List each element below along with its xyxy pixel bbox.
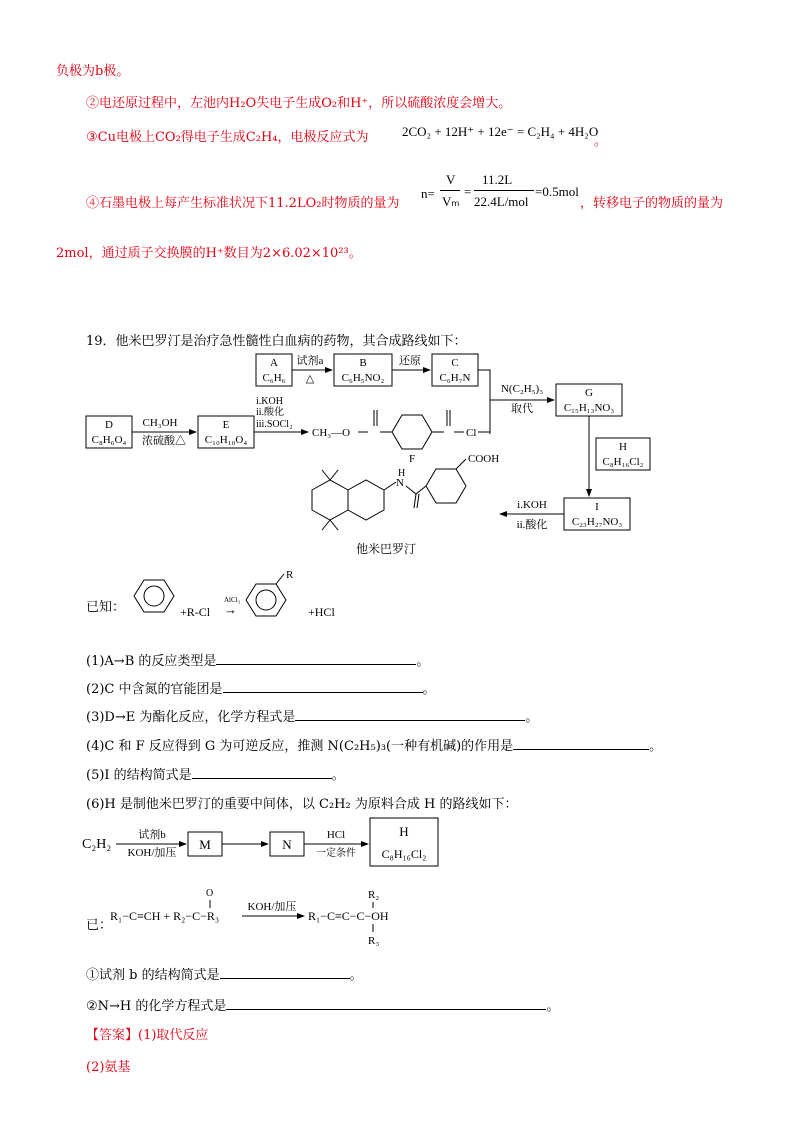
benzene-reactant (134, 580, 174, 612)
benzene-circle (144, 586, 164, 606)
sub-question-1 (86, 964, 363, 983)
sub-question-2 (86, 995, 559, 1014)
D-label: D (105, 419, 113, 431)
route-start: C₂H₂ (82, 837, 112, 852)
reagent-a: 试剂a (296, 355, 324, 367)
answer-blank-1[interactable] (216, 652, 416, 665)
I-label: I (595, 501, 599, 513)
product-name: 他米巴罗汀 (356, 542, 417, 556)
known2-right: R₁−C≡C−C−OH (308, 909, 389, 923)
methyl-1 (322, 470, 330, 480)
question-4-end: 。 (649, 739, 663, 754)
benzene-ring-F (392, 415, 432, 449)
n-symbol: n= (421, 186, 435, 201)
cl-atom: Cl (466, 427, 477, 439)
rcl-reagent: +R-Cl (180, 605, 211, 619)
answer-block (86, 1024, 208, 1043)
frac-den: 22.4L/mol (474, 194, 529, 209)
question-3-end: 。 (525, 710, 539, 725)
question-4 (86, 735, 662, 754)
answer-1: (1)取代反应 (138, 1028, 209, 1043)
answer-line-0: 负极为b极。 (56, 64, 130, 79)
question-1-end: 。 (416, 654, 430, 669)
methyl-3 (322, 520, 330, 530)
answer-line-3: ④石墨电极上每产生标准状况下11.2LO₂时物质的量为 (86, 196, 400, 211)
benzene-product-circle (256, 590, 276, 610)
bond-nh (384, 482, 396, 490)
F-label: F (409, 453, 416, 465)
B-label: B (359, 357, 367, 369)
line-C-join (478, 370, 490, 400)
bond-ring2 (416, 486, 426, 494)
base-label: N(C₂H₅)₃ (500, 383, 544, 395)
answer-line-3-tail: ，转移电子的物质的量为 (580, 196, 724, 211)
nh-h: H (398, 468, 406, 479)
frac-V: V (446, 172, 456, 187)
frac-line-2 (474, 190, 534, 191)
question-5-end: 。 (331, 768, 345, 783)
question-stem: 19．他米巴罗汀是治疗急性髓性白血病的药物，其合成路线如下： (86, 334, 467, 349)
amide-co-b (417, 494, 419, 508)
i-step-1: i.KOH (517, 499, 547, 511)
H-label: H (619, 441, 627, 453)
answer-line-2 (86, 126, 369, 145)
G-label: G (585, 387, 593, 399)
benzene-product (246, 584, 286, 616)
G-formula: C₁₅H₁₃NO₃ (563, 402, 615, 414)
answer-blank-5[interactable] (192, 766, 332, 779)
answer-line-2-end: 。 (594, 134, 608, 149)
route-scheme (82, 814, 462, 870)
answer-line-4: 2mol，通过质子交换膜的H⁺数目为2×6.02×10²³。 (56, 246, 362, 261)
D-formula: C₈H₆O₄ (91, 434, 127, 446)
B-formula: C₆H₅NO₂ (341, 372, 385, 384)
synthesis-scheme (80, 348, 680, 568)
question-4-text: (4)C 和 F 反应得到 G 为可逆反应，推测 N(C₂H₅)₃(一种有机碱)的作用是 (86, 739, 514, 754)
e-step-1: i.KOH (256, 396, 283, 407)
answer-tag: 【答案】 (86, 1028, 139, 1043)
C-formula: C₆H₇N (439, 372, 471, 384)
answer-2: (2)氨基 (86, 1060, 131, 1075)
heat-symbol: △ (305, 373, 315, 385)
E-formula: C₁₀H₁₀O₄ (204, 434, 248, 446)
route-H-label: H (399, 824, 409, 839)
known-label-1: 已知： (86, 600, 126, 615)
r-bond (276, 574, 284, 584)
answer-line-2-text: ③Cu电极上CO₂得电子生成C₂H₄，电极反应式为 (86, 130, 369, 145)
frac-num: 11.2L (482, 172, 513, 187)
answer-blank-s2[interactable] (226, 997, 546, 1010)
route-koh: KOH/加压 (127, 847, 177, 859)
reaction-arrow: → (224, 602, 237, 617)
sub-question-2-end: 。 (546, 999, 560, 1014)
frac-eq: = (464, 184, 472, 199)
route-hcl: HCl (326, 829, 346, 841)
sub-question-1-end: 。 (349, 968, 363, 983)
methyl-2 (330, 470, 338, 480)
known-label-2: 已： (86, 918, 113, 933)
answer-blank-3[interactable] (295, 708, 525, 721)
answer-line-1: ②电还原过程中，左池内H₂O失电子生成O₂和H⁺，所以硫酸浓度会增大。 (86, 96, 512, 111)
known2-o: O (206, 888, 214, 899)
route-condition: 一定条件 (316, 848, 356, 859)
amide-co-a (414, 494, 416, 508)
cooh-group: COOH (468, 453, 500, 465)
question-1-text: (1)A→B 的反应类型是 (86, 654, 217, 669)
electrode-equation: 2CO₂ + 12H⁺ + 12e⁻ = C₂H₄ + 4H₂O (402, 124, 599, 139)
sub-question-1-text: ①试剂 b 的结构简式是 (86, 968, 220, 983)
bond-cooh (456, 459, 466, 469)
question-5 (86, 764, 345, 783)
question-1 (86, 650, 429, 669)
known2-r3: R₃ (368, 935, 380, 946)
sub-question-2-text: ②N→H 的化学方程式是 (86, 999, 227, 1014)
h2so4-label: 浓硫酸△ (142, 435, 186, 447)
question-3-text: (3)D→E 为酯化反应，化学方程式是 (86, 710, 296, 725)
I-formula: C₂₃H₂₇NO₃ (571, 516, 623, 528)
N-label: N (282, 837, 292, 852)
route-reagent-b: 试剂b (138, 829, 166, 841)
question-5-text: (5)I 的结构简式是 (86, 768, 192, 783)
alcl3-catalyst: AlCl₃ (224, 596, 241, 604)
known2-r2: R₂ (368, 889, 380, 901)
nh-n: N (396, 477, 404, 489)
frac-Vm: Vₘ (442, 194, 460, 209)
C-label: C (451, 357, 459, 369)
aromatic-ring-2 (426, 469, 466, 503)
cyclohexane-ring (312, 480, 348, 520)
frac-line-1 (440, 190, 460, 191)
frac-result: =0.5mol (535, 184, 579, 199)
answer-blank-4[interactable] (513, 737, 649, 750)
known2-left: R₁−C≡CH + R₂−C−R₃ (110, 909, 220, 923)
question-2-end: 。 (422, 682, 436, 697)
answer-blank-2[interactable] (223, 680, 423, 693)
M-label: M (199, 837, 211, 852)
H-formula: C₈H₁₆Cl₂ (602, 456, 644, 468)
methyl-4 (330, 520, 338, 530)
known2-cond: KOH/加压 (247, 901, 297, 913)
answer-blank-s1[interactable] (220, 966, 350, 979)
A-formula: C₆H₆ (262, 372, 286, 384)
e-step-3: iii.SOCl₂ (256, 419, 293, 430)
ch3o-group: CH₃—O (312, 427, 351, 439)
route-H-formula: C₈H₁₆Cl₂ (381, 847, 427, 861)
bond-amide (406, 486, 416, 494)
i-step-2: ii.酸化 (516, 519, 548, 531)
reduce-label: 还原 (399, 355, 421, 367)
question-3 (86, 706, 538, 725)
aromatic-ring-1 (348, 480, 384, 520)
question-2-text: (2)C 中含氮的官能团是 (86, 682, 223, 697)
subst-label: 取代 (511, 403, 533, 415)
known-reaction-1 (128, 568, 358, 628)
hcl-product: +HCl (308, 605, 335, 619)
E-label: E (222, 419, 230, 431)
ch3oh-label: CH₃OH (142, 417, 178, 429)
A-label: A (270, 357, 278, 369)
question-2 (86, 678, 436, 697)
e-step-2: ii.酸化 (256, 407, 285, 418)
r-group: R (286, 569, 294, 581)
question-6: (6)H 是制他米巴罗汀的重要中间体，以 C₂H₂ 为原料合成 H 的路线如下： (86, 797, 518, 812)
known-reaction-2 (110, 884, 400, 946)
